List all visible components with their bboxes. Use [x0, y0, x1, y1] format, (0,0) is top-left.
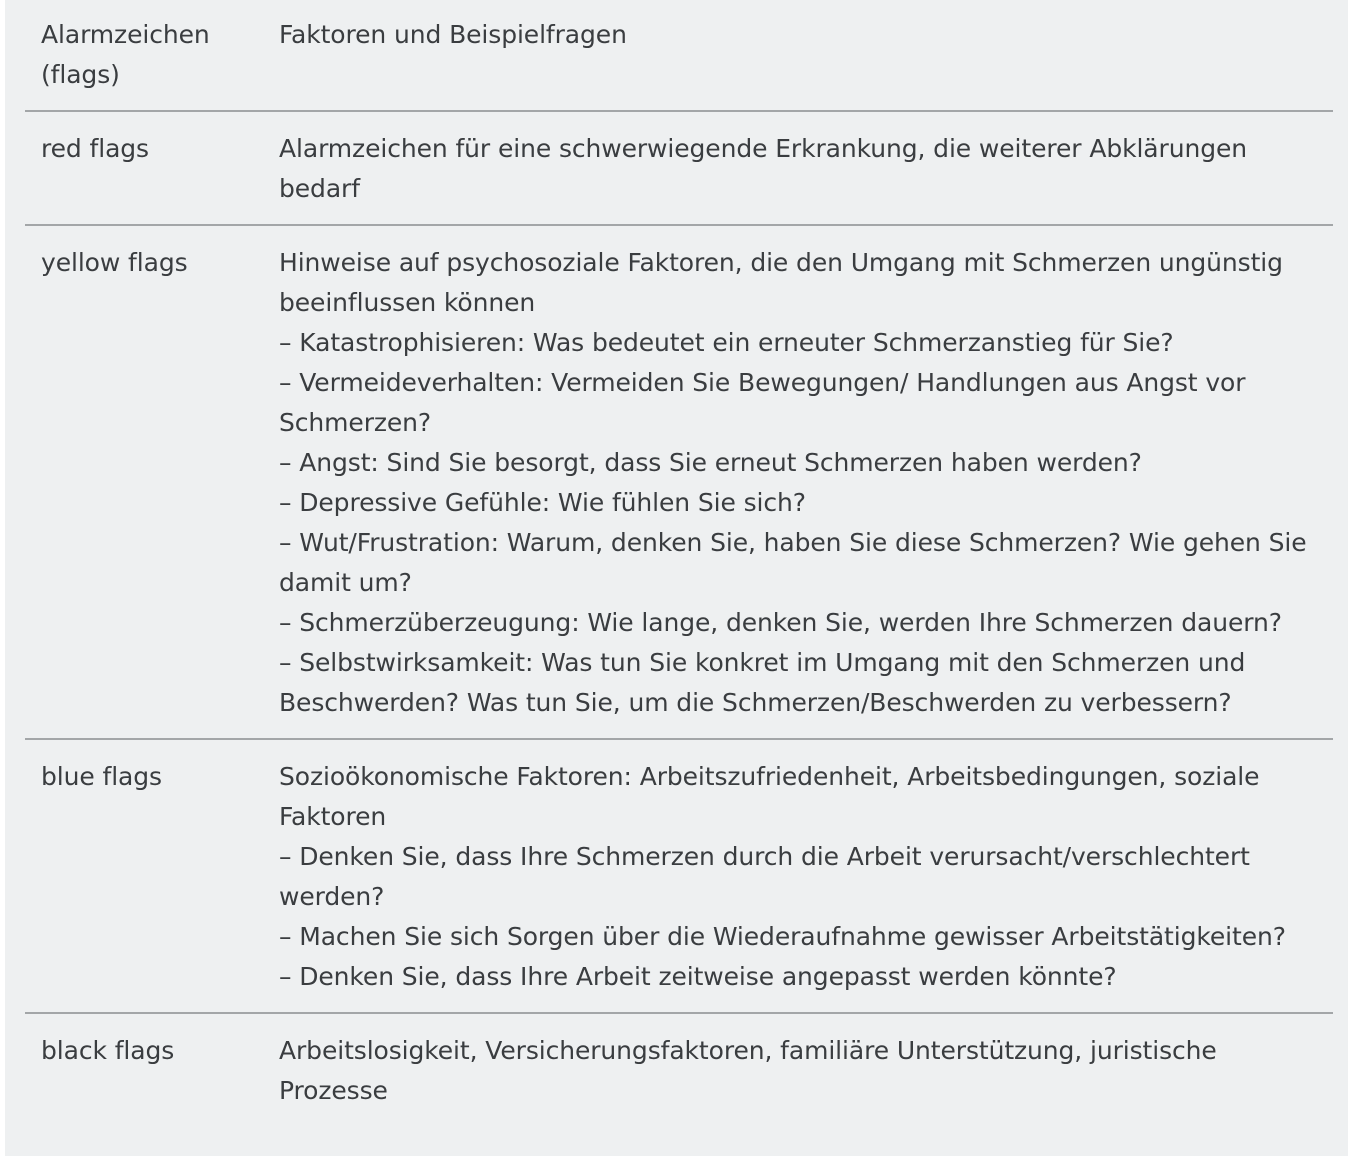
- row-divider: [25, 738, 1333, 740]
- content-line: bedarf: [279, 174, 360, 203]
- header-label-line: (flags): [41, 60, 120, 89]
- content-line: werden?: [279, 882, 385, 911]
- content-line: Arbeitslosigkeit, Versicherungsfaktoren, familiäre Unterstützung, juristische: [279, 1036, 1217, 1065]
- content-line: – Selbstwirksamkeit: Was tun Sie konkret im Umgang mit den Schmerzen und: [279, 648, 1246, 677]
- content-line: – Schmerzüberzeugung: Wie lange, denken Sie, werden Ihre Schmerzen dauern?: [279, 608, 1282, 637]
- header-content-line: Faktoren und Beispielfragen: [279, 20, 627, 49]
- content-line: Sozioökonomische Faktoren: Arbeitszufriedenheit, Arbeitsbedingungen, soziale: [279, 762, 1260, 791]
- row-label-yellow-flags: yellow flags: [41, 248, 188, 277]
- row-divider: [25, 110, 1333, 112]
- content-line: Schmerzen?: [279, 408, 432, 437]
- header-label-line: Alarmzeichen: [41, 20, 210, 49]
- row-label-black-flags: black flags: [41, 1036, 175, 1065]
- row-content-red-flags: [279, 129, 1339, 209]
- content-line: – Denken Sie, dass Ihre Schmerzen durch die Arbeit verursacht/verschlechtert: [279, 842, 1250, 871]
- content-line: – Denken Sie, dass Ihre Arbeit zeitweise angepasst werden könnte?: [279, 962, 1117, 991]
- row-label-red-flags: red flags: [41, 134, 149, 163]
- content-line: Prozesse: [279, 1076, 388, 1105]
- content-line: beeinflussen können: [279, 288, 536, 317]
- header-label-cell: [41, 15, 261, 95]
- content-line: Hinweise auf psychosoziale Faktoren, die den Umgang mit Schmerzen ungünstig: [279, 248, 1283, 277]
- content-line: – Machen Sie sich Sorgen über die Wiederaufnahme gewisser Arbeitstätigkeiten?: [279, 922, 1286, 951]
- content-line: – Depressive Gefühle: Wie fühlen Sie sich?: [279, 488, 806, 517]
- header-content-cell: [279, 15, 1339, 55]
- row-divider: [25, 224, 1333, 226]
- row-content-blue-flags: [279, 757, 1339, 997]
- content-line: – Wut/Frustration: Warum, denken Sie, haben Sie diese Schmerzen? Wie gehen Sie: [279, 528, 1307, 557]
- row-label-blue-flags: blue flags: [41, 762, 162, 791]
- row-content-yellow-flags: [279, 243, 1339, 723]
- content-line: – Vermeideverhalten: Vermeiden Sie Bewegungen/ Handlungen aus Angst vor: [279, 368, 1246, 397]
- content-line: Beschwerden? Was tun Sie, um die Schmerzen/Beschwerden zu verbessern?: [279, 688, 1232, 717]
- content-line: – Angst: Sind Sie besorgt, dass Sie erneut Schmerzen haben werden?: [279, 448, 1142, 477]
- content-line: Alarmzeichen für eine schwerwiegende Erkrankung, die weiterer Abklärungen: [279, 134, 1247, 163]
- row-divider: [25, 1012, 1333, 1014]
- content-line: Faktoren: [279, 802, 387, 831]
- content-line: – Katastrophisieren: Was bedeutet ein erneuter Schmerzanstieg für Sie?: [279, 328, 1174, 357]
- row-content-black-flags: [279, 1031, 1339, 1111]
- flags-table: [5, 0, 1348, 1156]
- content-line: damit um?: [279, 568, 412, 597]
